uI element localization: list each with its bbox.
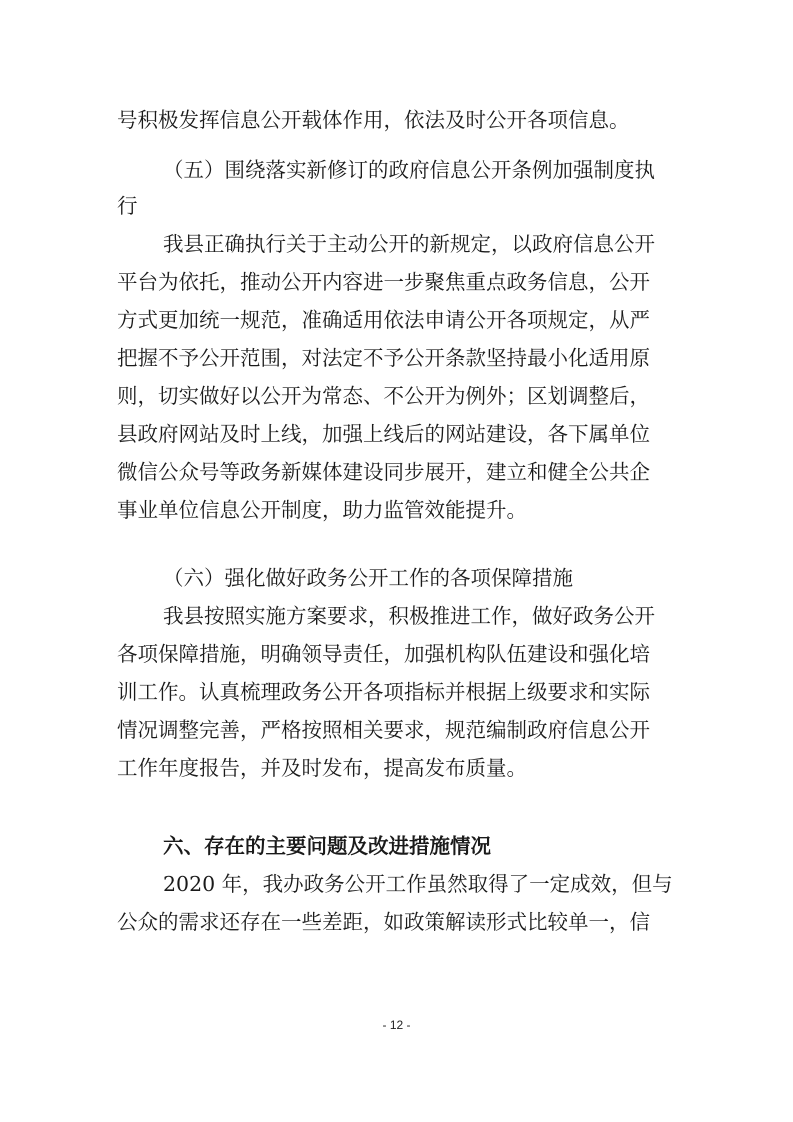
page-number: - 12 - — [382, 1018, 411, 1032]
paragraph-line: 把握不予公开范围，对法定不予公开条款坚持最小化适用原 — [117, 346, 650, 370]
paragraph-line: 情况调整完善，严格按照相关要求，规范编制政府信息公开 — [117, 718, 650, 742]
paragraph-line: 方式更加统一规范，准确适用依法申请公开各项规定，从严 — [117, 308, 650, 332]
paragraph-line: 2020 年，我办政务公开工作虽然取得了一定成效，但与 — [163, 872, 673, 896]
paragraph-line: 各项保障措施，明确领导责任，加强机构队伍建设和强化培 — [117, 642, 650, 666]
section-heading: 六、存在的主要问题及改进措施情况 — [163, 834, 491, 858]
paragraph-line: 我县正确执行关于主动公开的新规定，以政府信息公开 — [163, 232, 655, 256]
paragraph-line: 县政府网站及时上线，加强上线后的网站建设，各下属单位 — [117, 422, 650, 446]
paragraph-line: 平台为依托，推动公开内容进一步聚焦重点政务信息，公开 — [117, 270, 650, 294]
section-subheading-5: （五）围绕落实新修订的政府信息公开条例加强制度执 — [163, 158, 655, 182]
paragraph-line: 号积极发挥信息公开载体作用，依法及时公开各项信息。 — [117, 108, 630, 132]
section-subheading-5-cont: 行 — [117, 194, 138, 218]
paragraph-line: 训工作。认真梳理政务公开各项指标并根据上级要求和实际 — [117, 680, 650, 704]
section-subheading-6: （六）强化做好政务公开工作的各项保障措施 — [163, 566, 573, 590]
paragraph-line: 微信公众号等政务新媒体建设同步展开，建立和健全公共企 — [117, 460, 650, 484]
paragraph-line: 公众的需求还存在一些差距，如政策解读形式比较单一，信 — [117, 910, 650, 934]
paragraph-line: 我县按照实施方案要求，积极推进工作，做好政务公开 — [163, 604, 655, 628]
paragraph-line: 则，切实做好以公开为常态、不公开为例外；区划调整后， — [117, 384, 650, 408]
paragraph-line: 工作年度报告，并及时发布，提高发布质量。 — [117, 756, 527, 780]
paragraph-line: 事业单位信息公开制度，助力监管效能提升。 — [117, 498, 527, 522]
